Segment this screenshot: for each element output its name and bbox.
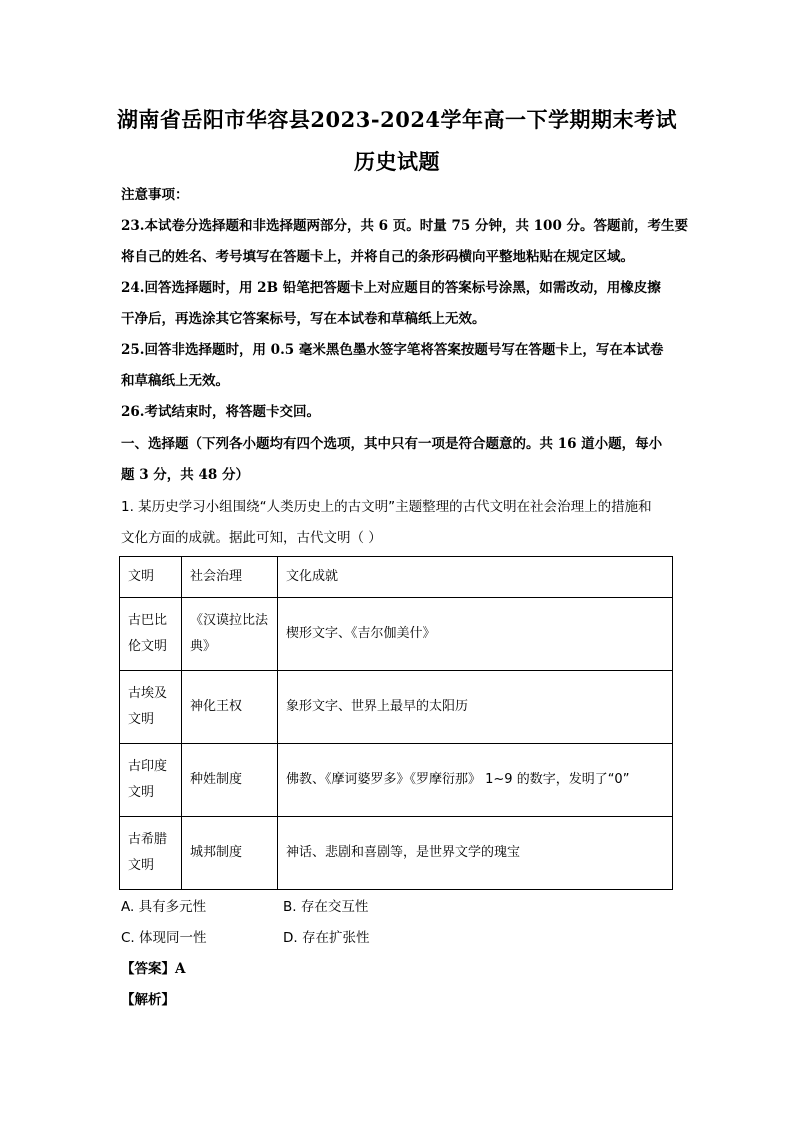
section-heading-line1: 一、选择题（下列各小题均有四个选项，其中只有一项是符合题意的。共 16 道小题，每小 (121, 436, 663, 452)
table-row (120, 817, 673, 890)
table-cell: 《汉谟拉比法典》 (182, 598, 278, 671)
notice-item-25-line2: 和草稿纸上无效。 (121, 373, 229, 389)
notice-item-24-line1: 24.回答选择题时，用 2B 铅笔把答题卡上对应题目的答案标号涂黑，如需改动，用橡皮擦 (121, 280, 661, 296)
page-title: 湖南省岳阳市华容县2023-2024学年高一下学期期末考试 (116, 107, 678, 132)
section-heading-line2: 题 3 分，共 48 分） (121, 467, 249, 483)
civilization-table (119, 556, 673, 890)
table-cell: 种姓制度 (182, 744, 278, 817)
notice-item-23-line2: 将自己的姓名、考号填写在答题卡上，并将自己的条形码横向平整地粘贴在规定区域。 (121, 249, 634, 265)
question-stem-line2: 文化方面的成就。据此可知，古代文明（ ） (121, 530, 382, 546)
table-cell: 神化王权 (182, 671, 278, 744)
table-cell: 神话、悲剧和喜剧等，是世界文学的瑰宝 (278, 817, 673, 890)
page-subtitle: 历史试题 (354, 149, 440, 174)
notice-item-25-line1: 25.回答非选择题时，用 0.5 毫米黑色墨水签字笔将答案按题号写在答题卡上，写在本试卷 (121, 342, 664, 358)
table-row (120, 598, 673, 671)
option-b: B. 存在交互性 (283, 899, 369, 915)
table-cell: 城邦制度 (182, 817, 278, 890)
option-d: D. 存在扩张性 (283, 930, 370, 946)
notice-heading: 注意事项： (121, 187, 189, 203)
option-c: C. 体现同一性 (121, 930, 207, 946)
table-cell: 古希腊文明 (120, 817, 182, 890)
table-cell: 楔形文字、《吉尔伽美什》 (278, 598, 673, 671)
answer-label: 【答案】A (121, 961, 186, 977)
table-row (120, 671, 673, 744)
notice-item-26: 26.考试结束时，将答题卡交回。 (121, 404, 320, 420)
table-cell: 象形文字、世界上最早的太阳历 (278, 671, 673, 744)
table-header-cell: 社会治理 (182, 557, 278, 598)
notice-item-24-line2: 干净后，再选涂其它答案标号，写在本试卷和草稿纸上无效。 (121, 311, 486, 327)
table-row (120, 744, 673, 817)
table-cell: 佛教、《摩诃婆罗多》《罗摩衍那》 1~9 的数字，发明了“0” (278, 744, 673, 817)
table-header-row (120, 557, 673, 598)
option-a: A. 具有多元性 (121, 899, 207, 915)
notice-item-23-line1: 23.本试卷分选择题和非选择题两部分，共 6 页。时量 75 分钟，共 100 分。答题前，考生要 (121, 218, 689, 234)
table-header-cell: 文明 (120, 557, 182, 598)
table-cell: 古印度文明 (120, 744, 182, 817)
question-stem-line1: 1. 某历史学习小组围绕“人类历史上的古文明”主题整理的古代文明在社会治理上的措施和 (121, 499, 652, 515)
table-cell: 古埃及文明 (120, 671, 182, 744)
table-cell: 古巴比伦文明 (120, 598, 182, 671)
table-header-cell: 文化成就 (278, 557, 673, 598)
analysis-label: 【解析】 (121, 992, 175, 1008)
